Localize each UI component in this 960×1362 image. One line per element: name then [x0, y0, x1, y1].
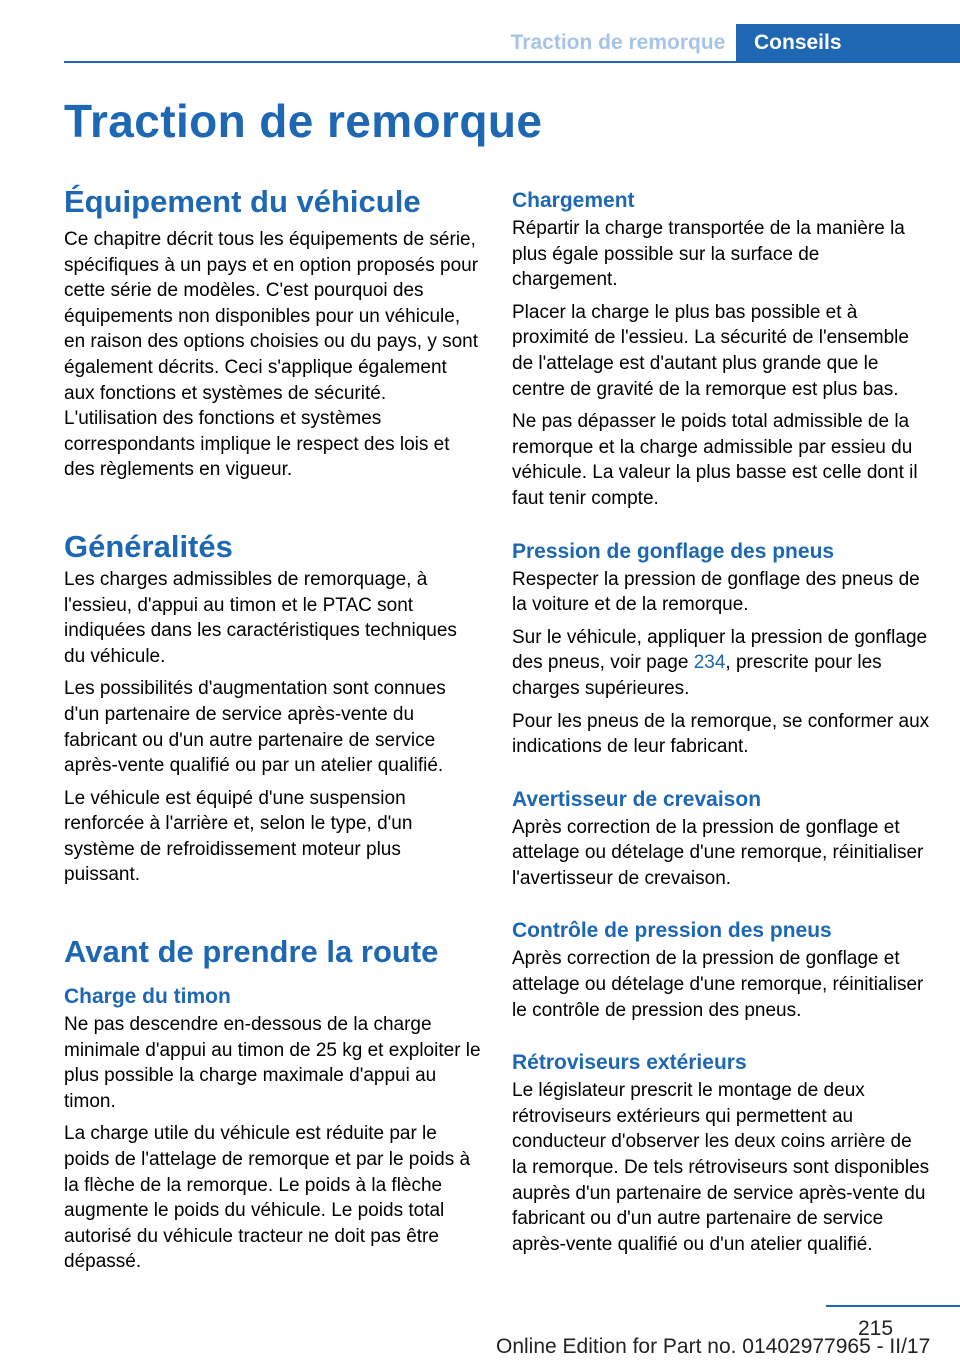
paragraph-chargement-1: Répartir la charge transportée de la manière la plus égale possible sur la surface de chargement. — [512, 218, 905, 291]
page-title: Traction de remorque — [64, 95, 543, 147]
heading-chargement: Chargement — [512, 189, 635, 212]
page-link-234[interactable]: 234 — [693, 652, 726, 674]
header-chapter-tab: Conseils — [736, 24, 960, 62]
paragraph-pression-3: Pour les pneus de la remorque, se conformer aux indications de leur fabricant. — [512, 710, 930, 758]
paragraph-controle: Après correction de la pression de gonflage et attelage ou dételage d'une remorque, réinitialiser le contrôle de pression des pneus. — [512, 948, 924, 1021]
heading-avertisseur-crevaison: Avertisseur de crevaison — [512, 787, 762, 811]
paragraph-pression-1: Respecter la pression de gonflage des pneus de la voiture et de la remorque. — [512, 568, 920, 616]
paragraph-avertisseur: Après correction de la pression de gonflage et attelage ou dételage d'une remorque, réinitialiser l'avertisseur de crevaison. — [512, 816, 924, 889]
heading-controle-pression: Contrôle de pression des pneus — [512, 919, 832, 943]
heading-charge-timon: Charge du timon — [64, 985, 231, 1009]
paragraph-charge-timon-1: Ne pas descendre en-dessous de la charge minimale d'appui au timon de 25 kg et exploiter le plus possible la charge maximale d'appui au timon. — [64, 1014, 481, 1112]
page-number: 215 — [858, 1317, 894, 1340]
heading-avant-route: Avant de prendre la route — [64, 934, 439, 970]
paragraph-generalites-1: Les charges admissibles de remorquage, à l'essieu, d'appui au timon et le PTAC sont indiquées dans les caractéristiques techniques du véhicule. — [64, 568, 457, 667]
paragraph-equipement: Ce chapitre décrit tous les équipements de série, spécifiques à un pays et en option proposés pour cette série de modèles. C'est pourquoi des équipements non disponibles pour un véhicule, en raison des options choisies ou du pays, y sont également décrits. Ceci s'applique également aux fonctions et systèmes de sécurité. L'utilisation des fonctions et systèmes correspondants implique le respect des lois et des règlements en vigueur. — [64, 229, 479, 481]
pression-text-after: , prescrite pour les charges supérieures. — [512, 652, 882, 699]
right-column — [512, 182, 930, 1264]
header-rule — [64, 61, 960, 63]
heading-equipement: Équipement du véhicule — [64, 184, 421, 219]
paragraph-chargement-3: Ne pas dépasser le poids total admissible de la remorque et la charge admissible par essieu du véhicule. La valeur la plus basse est celle dont il faut tenir compte. — [512, 411, 918, 509]
paragraph-pression-2 — [512, 625, 930, 702]
paragraph-generalites-3: Le véhicule est équipé d'une suspension renforcée à l'arrière et, selon le type, d'un système de refroidissement moteur plus puissant. — [64, 787, 413, 886]
edition-note: Online Edition for Part no. 01402977965 - II/17 — [496, 1335, 931, 1358]
heading-generalites: Généralités — [64, 528, 233, 564]
left-column — [64, 182, 482, 1282]
pression-text-before: Sur le véhicule, appliquer la pression de gonflage des pneus, voir page — [512, 626, 928, 674]
heading-retroviseurs: Rétroviseurs extérieurs — [512, 1051, 747, 1075]
paragraph-charge-timon-2: La charge utile du véhicule est réduite par le poids de l'attelage de remorque et par le poids à la flèche de la remorque. Le poids à la flèche augmente le poids du véhicule. Le poids total autorisé du véhicule tracteur ne doit pas être dépassé. — [64, 1123, 471, 1273]
footer-rule — [826, 1305, 960, 1307]
paragraph-generalites-2: Les possibilités d'augmentation sont connues d'un partenaire de service après-vente du fabricant ou d'un autre partenaire de service après-vente qualifié ou par un atelier qualifié. — [64, 678, 446, 777]
header-section-tab: Traction de remorque — [510, 31, 726, 54]
paragraph-retroviseurs: Le législateur prescrit le montage de deux rétroviseurs extérieurs qui permettent au conducteur d'observer les deux coins arrière de la remorque. De tels rétroviseurs sont disponibles auprès d'un partenaire de service après-vente du fabricant ou d'un autre partenaire de service après-vente qualifié ou d'un atelier qualifié. — [512, 1080, 930, 1255]
paragraph-chargement-2: Placer la charge le plus bas possible et à proximité de l'essieu. La sécurité de l'ensemble de l'attelage est d'autant plus grande que le centre de gravité de la remorque est plus bas. — [512, 301, 909, 400]
heading-pression-pneus: Pression de gonflage des pneus — [512, 539, 835, 563]
